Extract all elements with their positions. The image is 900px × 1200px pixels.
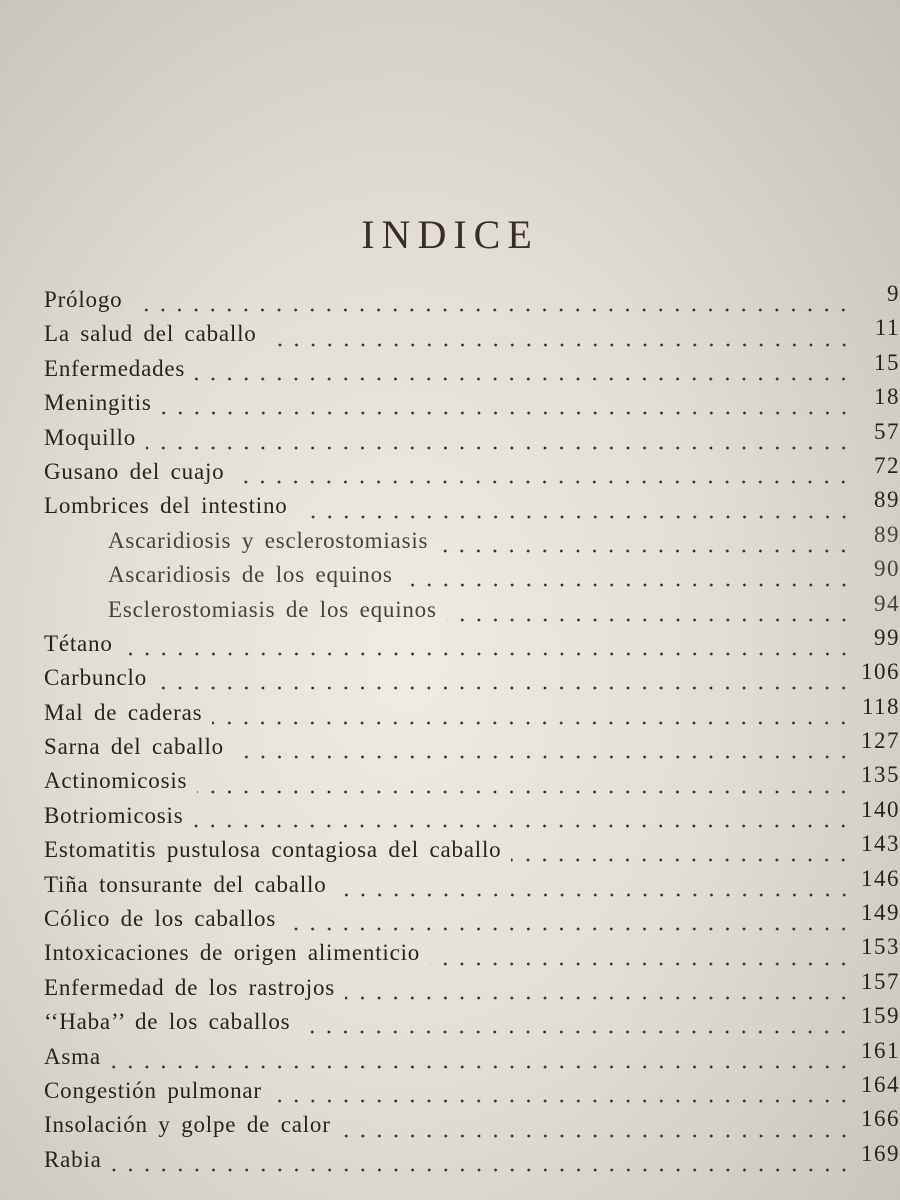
dot-leader <box>447 618 852 622</box>
toc-entry-label: Estomatitis pustulosa contagiosa del caballo <box>44 837 502 863</box>
dot-leader <box>234 755 852 759</box>
dot-leader <box>162 411 852 415</box>
toc-entry <box>44 1106 900 1146</box>
toc-entry-page: 90 <box>874 556 900 582</box>
toc-entry <box>44 624 900 665</box>
toc-entry <box>44 1037 900 1078</box>
toc-entry-page: 143 <box>861 831 900 857</box>
dot-leader <box>298 515 852 519</box>
toc-entry-page: 72 <box>874 452 900 478</box>
page-title: INDICE <box>361 211 539 257</box>
dot-leader <box>234 480 852 484</box>
table-of-contents <box>44 281 900 1181</box>
toc-entry-page: 153 <box>861 934 900 960</box>
toc-entry <box>44 934 900 974</box>
dot-leader <box>112 1168 852 1172</box>
toc-entry <box>44 968 900 1009</box>
toc-entry-page: 99 <box>874 624 900 650</box>
toc-subentry <box>44 556 900 596</box>
dot-leader <box>272 1099 852 1103</box>
toc-entry-label: Insolación y golpe de calor <box>44 1112 331 1138</box>
toc-entry <box>44 831 900 871</box>
toc-entry-label: Moquillo <box>44 424 137 450</box>
dot-leader <box>345 996 852 1000</box>
toc-entry-page: 127 <box>861 728 900 754</box>
toc-entry-page: 169 <box>861 1140 900 1166</box>
toc-entry-label: Enfermedad de los rastrojos <box>44 974 335 1000</box>
dot-leader <box>193 824 852 828</box>
dot-leader <box>197 790 852 794</box>
toc-entry-label: Meningitis <box>44 390 152 416</box>
dot-leader <box>157 686 852 690</box>
toc-entry-label: Congestión pulmonar <box>44 1077 262 1103</box>
toc-entry-page: 89 <box>874 521 900 547</box>
toc-entry-page: 135 <box>861 762 900 788</box>
toc-entry-label: Tétano <box>44 630 113 656</box>
toc-entry <box>44 900 900 940</box>
toc-entry-label: Esclerostomiasis de los equinos <box>108 596 437 622</box>
toc-entry-label: Gusano del cuajo <box>44 458 225 484</box>
dot-leader <box>403 583 852 587</box>
toc-subentry <box>44 590 900 631</box>
dot-leader <box>132 308 852 312</box>
toc-entry-label: Tiña tonsurante del caballo <box>44 871 327 897</box>
dot-leader <box>195 377 852 381</box>
toc-entry <box>44 693 900 734</box>
toc-entry <box>44 384 900 424</box>
dot-leader <box>111 1065 852 1069</box>
toc-entry <box>44 487 900 527</box>
dot-leader <box>341 1134 852 1138</box>
dot-leader <box>300 1030 852 1034</box>
toc-entry-page: 94 <box>874 590 900 616</box>
toc-entry-label: Carbunclo <box>44 665 148 691</box>
dot-leader <box>286 927 852 931</box>
toc-entry <box>44 659 900 699</box>
toc-entry-page: 106 <box>861 659 900 685</box>
toc-entry-page: 164 <box>861 1071 900 1097</box>
dot-leader <box>511 858 852 862</box>
toc-entry-page: 140 <box>861 796 900 822</box>
dot-leader <box>267 343 852 347</box>
toc-entry <box>44 281 900 321</box>
toc-entry <box>44 728 900 768</box>
toc-entry-page: 15 <box>874 349 900 375</box>
toc-entry-label: Sarna del caballo <box>44 734 224 760</box>
toc-entry <box>44 865 900 906</box>
toc-entry <box>44 452 900 493</box>
toc-entry-page: 149 <box>861 900 900 926</box>
toc-entry-label: ‘‘Haba’’ de los caballos <box>44 1009 291 1035</box>
toc-entry-label: Botriomicosis <box>44 802 184 828</box>
toc-entry <box>44 1140 900 1181</box>
toc-entry-label: Enfermedades <box>44 355 186 381</box>
dot-leader <box>438 549 852 553</box>
dot-leader <box>123 652 852 656</box>
toc-entry-label: Rabia <box>44 1146 102 1172</box>
toc-entry <box>44 762 900 802</box>
toc-entry-label: Ascaridiosis y esclerostomiasis <box>108 527 429 553</box>
toc-entry <box>44 349 900 390</box>
toc-entry-page: 161 <box>861 1037 900 1063</box>
toc-entry-label: Actinomicosis <box>44 768 188 794</box>
toc-entry-page: 89 <box>874 487 900 513</box>
toc-entry-page: 57 <box>874 418 900 444</box>
dot-leader <box>337 893 852 897</box>
toc-entry-page: 146 <box>861 865 900 891</box>
toc-subentry <box>44 521 900 562</box>
toc-entry-page: 118 <box>861 693 900 719</box>
toc-entry-label: Mal de caderas <box>44 699 203 725</box>
toc-entry-label: Ascaridiosis de los equinos <box>108 562 393 588</box>
toc-entry <box>44 796 900 837</box>
toc-entry-page: 9 <box>887 281 900 306</box>
toc-entry-page: 11 <box>874 315 900 341</box>
toc-entry-label: Asma <box>44 1043 101 1069</box>
toc-entry-page: 157 <box>861 968 900 994</box>
toc-entry-label: Intoxicaciones de origen alimenticio <box>44 940 421 966</box>
toc-entry <box>44 315 900 355</box>
toc-entry <box>44 1071 900 1112</box>
dot-leader <box>146 446 852 450</box>
toc-entry-label: La salud del caballo <box>44 321 257 347</box>
toc-entry-page: 159 <box>861 1003 900 1029</box>
toc-entry-label: Lombrices del intestino <box>44 493 288 519</box>
toc-entry-page: 166 <box>861 1106 900 1132</box>
toc-entry <box>44 418 900 459</box>
toc-entry <box>44 1003 900 1043</box>
toc-entry-label: Prólogo <box>44 287 123 312</box>
toc-entry-page: 18 <box>874 384 900 410</box>
dot-leader <box>430 962 852 966</box>
toc-entry-label: Cólico de los caballos <box>44 906 277 932</box>
dot-leader <box>212 721 852 725</box>
